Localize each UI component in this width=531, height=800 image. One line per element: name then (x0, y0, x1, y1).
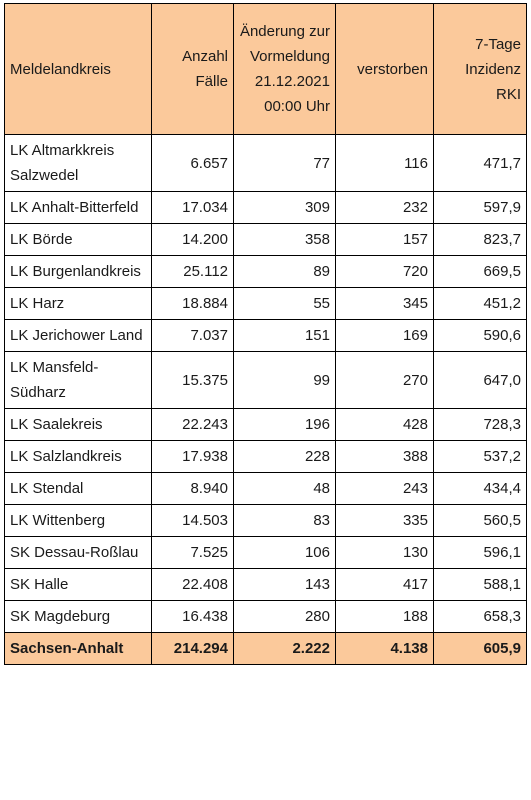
incidence-cell: 823,7 (434, 224, 527, 256)
change-cell: 48 (234, 473, 336, 505)
deceased-cell: 270 (336, 352, 434, 409)
district-name-cell: LK Wittenberg (5, 505, 152, 537)
table-row (5, 505, 527, 537)
table-body (5, 135, 527, 633)
incidence-cell: 537,2 (434, 441, 527, 473)
deceased-cell: 188 (336, 601, 434, 633)
change-cell: 151 (234, 320, 336, 352)
total-case-count: 214.294 (152, 633, 234, 665)
district-name-cell: LK Harz (5, 288, 152, 320)
deceased-cell: 720 (336, 256, 434, 288)
table-footer (5, 633, 527, 665)
table-row (5, 256, 527, 288)
change-cell: 358 (234, 224, 336, 256)
table-row (5, 224, 527, 256)
deceased-cell: 417 (336, 569, 434, 601)
change-cell: 143 (234, 569, 336, 601)
table-row (5, 320, 527, 352)
case-count-cell: 17.034 (152, 192, 234, 224)
total-row (5, 633, 527, 665)
header-row (5, 4, 527, 135)
total-incidence: 605,9 (434, 633, 527, 665)
covid-district-table (4, 3, 527, 665)
district-name-cell: LK Stendal (5, 473, 152, 505)
header-change: Änderung zur Vormeldung 21.12.2021 00:00 Uhr (234, 4, 336, 135)
change-cell: 228 (234, 441, 336, 473)
deceased-cell: 243 (336, 473, 434, 505)
total-deceased: 4.138 (336, 633, 434, 665)
district-name-cell: LK Altmarkkreis Salzwedel (5, 135, 152, 192)
case-count-cell: 14.503 (152, 505, 234, 537)
district-name-cell: LK Anhalt-Bitterfeld (5, 192, 152, 224)
case-count-cell: 14.200 (152, 224, 234, 256)
change-cell: 55 (234, 288, 336, 320)
deceased-cell: 157 (336, 224, 434, 256)
header-case-count: Anzahl Fälle (152, 4, 234, 135)
total-label: Sachsen-Anhalt (5, 633, 152, 665)
district-name-cell: SK Halle (5, 569, 152, 601)
deceased-cell: 345 (336, 288, 434, 320)
deceased-cell: 169 (336, 320, 434, 352)
case-count-cell: 7.525 (152, 537, 234, 569)
district-name-cell: LK Burgenlandkreis (5, 256, 152, 288)
incidence-cell: 471,7 (434, 135, 527, 192)
incidence-cell: 590,6 (434, 320, 527, 352)
case-count-cell: 6.657 (152, 135, 234, 192)
incidence-cell: 728,3 (434, 409, 527, 441)
district-name-cell: LK Mansfeld-Südharz (5, 352, 152, 409)
deceased-cell: 130 (336, 537, 434, 569)
table-row (5, 441, 527, 473)
case-count-cell: 8.940 (152, 473, 234, 505)
change-cell: 280 (234, 601, 336, 633)
table-row (5, 473, 527, 505)
header-district: Meldelandkreis (5, 4, 152, 135)
table-header (5, 4, 527, 135)
deceased-cell: 428 (336, 409, 434, 441)
table-row (5, 409, 527, 441)
incidence-cell: 434,4 (434, 473, 527, 505)
case-count-cell: 7.037 (152, 320, 234, 352)
deceased-cell: 232 (336, 192, 434, 224)
change-cell: 196 (234, 409, 336, 441)
change-cell: 106 (234, 537, 336, 569)
header-incidence: 7-Tage Inzidenz RKI (434, 4, 527, 135)
header-deceased: verstorben (336, 4, 434, 135)
table-row (5, 601, 527, 633)
district-name-cell: SK Dessau-Roßlau (5, 537, 152, 569)
total-change: 2.222 (234, 633, 336, 665)
incidence-cell: 560,5 (434, 505, 527, 537)
district-name-cell: LK Salzlandkreis (5, 441, 152, 473)
change-cell: 83 (234, 505, 336, 537)
incidence-cell: 647,0 (434, 352, 527, 409)
deceased-cell: 116 (336, 135, 434, 192)
table-row (5, 192, 527, 224)
district-name-cell: LK Saalekreis (5, 409, 152, 441)
incidence-cell: 451,2 (434, 288, 527, 320)
table-row (5, 352, 527, 409)
incidence-cell: 596,1 (434, 537, 527, 569)
incidence-cell: 669,5 (434, 256, 527, 288)
case-count-cell: 22.243 (152, 409, 234, 441)
table-row (5, 569, 527, 601)
change-cell: 89 (234, 256, 336, 288)
change-cell: 309 (234, 192, 336, 224)
table-row (5, 537, 527, 569)
deceased-cell: 335 (336, 505, 434, 537)
incidence-cell: 658,3 (434, 601, 527, 633)
case-count-cell: 16.438 (152, 601, 234, 633)
district-name-cell: LK Börde (5, 224, 152, 256)
incidence-cell: 588,1 (434, 569, 527, 601)
incidence-cell: 597,9 (434, 192, 527, 224)
case-count-cell: 25.112 (152, 256, 234, 288)
case-count-cell: 22.408 (152, 569, 234, 601)
change-cell: 77 (234, 135, 336, 192)
change-cell: 99 (234, 352, 336, 409)
district-name-cell: SK Magdeburg (5, 601, 152, 633)
district-name-cell: LK Jerichower Land (5, 320, 152, 352)
table-row (5, 288, 527, 320)
case-count-cell: 15.375 (152, 352, 234, 409)
table-row (5, 135, 527, 192)
deceased-cell: 388 (336, 441, 434, 473)
case-count-cell: 18.884 (152, 288, 234, 320)
case-count-cell: 17.938 (152, 441, 234, 473)
